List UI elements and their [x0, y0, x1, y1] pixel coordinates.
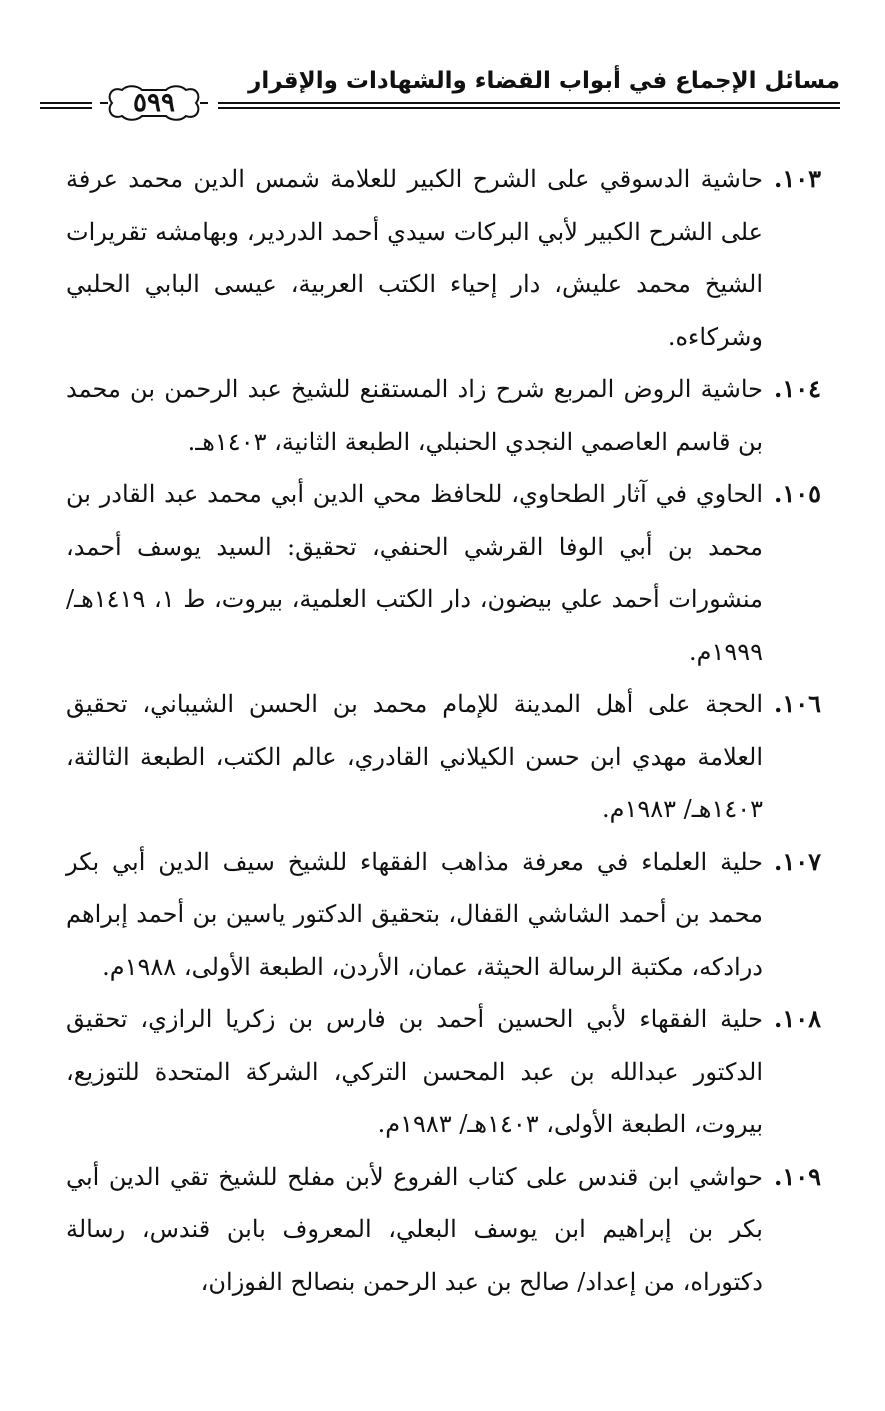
bibliography-list [66, 153, 821, 1308]
entry-number: ١٠٧. [773, 846, 821, 876]
entry-number: ١٠٥. [773, 479, 821, 508]
entry-text: حلية العلماء في معرفة مذاهب الفقهاء للشيخ سيف الدين أبي بكر محمد بن أحمد الشاشي القفال، بتحقيق الدكتور ياسين بن أحمد إبراهم درادكه، مكتبة الرسالة الحيثة، عمان، الأردن، الطبعة الأولى، ١٩٨٨م. [66, 847, 763, 981]
bibliography-entry [66, 153, 821, 363]
bibliography-entry [66, 1151, 821, 1309]
bibliography-entry [66, 363, 821, 468]
header-rule-right [218, 102, 840, 109]
bibliography-entry [66, 836, 821, 994]
entry-text: حاشية الروض المربع شرح زاد المستقنع للشيخ عبد الرحمن بن محمد بن قاسم العاصمي النجدي الحنبلي، الطبعة الثانية، ١٤٠٣هـ. [66, 375, 763, 456]
entry-text: حواشي ابن قندس على كتاب الفروع لأبن مفلح للشيخ تقي الدين أبي بكر بن إبراهيم ابن يوسف البعلي، المعروف بابن قندس، رسالة دكتوراه، من إعداد/ صالح بن عبد الرحمن بنصالح الفوزان، [66, 1162, 764, 1296]
bibliography-entry [66, 468, 821, 678]
entry-text: الحاوي في آثار الطحاوي، للحافظ محي الدين أبي محمد عبد القادر بن محمد بن أبي الوفا القرشي الحنفي، تحقيق: السيد يوسف أحمد، منشورات أحمد علي بيضون، دار الكتب العلمية، بيروت، ط ١، ١٤١٩هـ/ ١٩٩٩م. [66, 480, 764, 666]
entry-number: ١٠٤. [773, 374, 821, 403]
entry-number: ١٠٩. [773, 1161, 821, 1191]
page-header [40, 62, 840, 120]
entry-text: حاشية الدسوقي على الشرح الكبير للعلامة شمس الدين محمد عرفة على الشرح الكبير لأبي البركات سيدي أحمد الدردير، وبهامشه تقريرات الشيخ محمد عليش، دار إحياء الكتب العربية، عيسى البابي الحلبي وشركاءه. [66, 165, 764, 351]
page-number: ٥٩٩ [133, 88, 175, 118]
bibliography-entry [66, 678, 821, 836]
entry-number: ١٠٦. [773, 689, 821, 718]
entry-number: ١٠٨. [773, 1004, 821, 1033]
bibliography-entry [66, 993, 821, 1151]
page-number-ornament [98, 82, 210, 124]
header-rule-left [40, 102, 92, 109]
entry-text: الحجة على أهل المدينة للإمام محمد بن الحسن الشيباني، تحقيق العلامة مهدي ابن حسن الكيلاني القادري، عالم الكتب، الطبعة الثالثة، ١٤٠٣هـ/ ١٩٨٣م. [66, 690, 763, 823]
entry-number: ١٠٣. [773, 164, 821, 193]
running-title: مسائل الإجماع في أبواب القضاء والشهادات والإقرار [248, 68, 840, 94]
entry-text: حلية الفقهاء لأبي الحسين أحمد بن فارس بن زكريا الرازي، تحقيق الدكتور عبدالله بن عبد المحسن التركي، الشركة المتحدة للتوزيع، بيروت، الطبعة الأولى، ١٤٠٣هـ/ ١٩٨٣م. [66, 1005, 763, 1138]
